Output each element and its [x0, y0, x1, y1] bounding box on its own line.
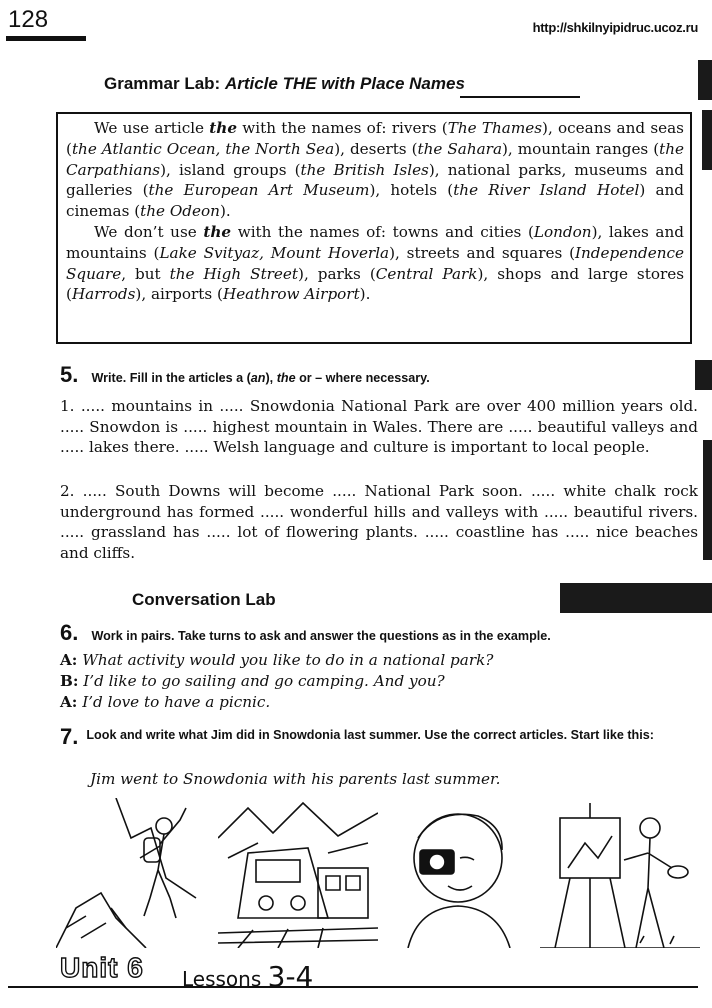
grammar-rule-box — [56, 112, 692, 344]
dialog-text: What activity would you like to do in a national park? — [82, 651, 494, 669]
exercise-7-number: 7. — [60, 724, 79, 749]
header-rule — [6, 36, 86, 41]
grammar-lab-title-prefix: Grammar Lab: — [104, 74, 225, 93]
edge-strip — [698, 60, 712, 100]
dialog-line — [60, 671, 493, 692]
site-url[interactable]: http://shkilnyipidruc.ucoz.ru — [532, 20, 698, 35]
dialog-speaker: A: — [60, 651, 78, 669]
rule-paragraph-use: We use article the with the names of: rivers (The Thames), oceans and seas (the Atlantic Ocean, the North Sea), deserts (the Sahara), mountain ranges (the Carpathians), island groups (the British Isles), national parks, museums and galleries (the European Art Museum), hotels (the River Island Hotel) and cinemas (the Odeon). — [66, 119, 685, 221]
edge-strip — [702, 110, 712, 170]
edge-strip — [703, 440, 712, 560]
exercise-6-header — [60, 620, 551, 646]
lessons-word: Lessons — [182, 967, 268, 991]
dialog-text: I’d love to have a picnic. — [82, 693, 271, 711]
train-icon — [218, 798, 378, 948]
exercise-6-number: 6. — [60, 620, 79, 645]
dialog-speaker: A: — [60, 693, 78, 711]
page-number: 128 — [8, 6, 49, 33]
dialog-line — [60, 692, 493, 713]
exercise-6-dialog — [60, 650, 493, 713]
rule-paragraph-dont-use: We don’t use the with the names of: towns and cities (London), lakes and mountains (Lake Svityaz, Mount Hoverla), streets and squares (Independence Square, but the High Street), parks (Central Park), shops and large stores (Harrods), airports (Heathrow Airport). — [66, 222, 685, 304]
exercise-5-item-2: 2. ..... South Downs will become ..... National Park soon. ..... white chalk rock underground has formed ..... wonderful hills and valleys with ..... beautiful rivers. ..... grassland has ..... lot of flowering plants. ..... coastline has ..... nice beaches and cliffs. — [60, 482, 698, 562]
exercise-5-instruction: Write. Fill in the articles a (an), the or – where necessary. — [91, 371, 430, 385]
footer-rule — [8, 986, 698, 988]
conversation-lab-title: Conversation Lab — [132, 590, 276, 609]
lessons-numbers: 3-4 — [267, 960, 314, 993]
title-underline — [460, 96, 580, 98]
exercise-5-header — [60, 362, 430, 388]
dialog-speaker: B: — [60, 672, 79, 690]
exercise-7-instruction: Look and write what Jim did in Snowdonia last summer. Use the correct articles. Start like this: — [86, 728, 654, 742]
dialog-text: I’d like to go sailing and go camping. And you? — [83, 672, 445, 690]
dialog-line — [60, 650, 493, 671]
unit-label: Unit 6 — [60, 952, 144, 983]
exercise-5-item-1: 1. ..... mountains in ..... Snowdonia National Park are over 400 million years old. ..... Snowdon is ..... highest mountain in Wales. There are ..... beautiful valleys and ..... lakes there. ..... Welsh language and culture is important to local people. — [60, 397, 698, 456]
grammar-lab-title-topic: Article THE with Place Names — [224, 74, 465, 93]
edge-strip — [560, 583, 712, 613]
exercise-7-example: Jim went to Snowdonia with his parents last summer. — [90, 770, 501, 788]
exercise-5-number: 5. — [60, 362, 79, 387]
grammar-lab-title — [104, 74, 465, 94]
edge-strip — [695, 360, 712, 390]
lessons-label — [182, 960, 313, 993]
camera-boy-icon — [398, 798, 528, 948]
climbing-boy-icon — [56, 798, 206, 948]
painter-easel-icon — [540, 798, 700, 948]
exercise-7-header — [60, 724, 700, 750]
exercise-6-instruction: Work in pairs. Take turns to ask and answer the questions as in the example. — [91, 629, 551, 643]
